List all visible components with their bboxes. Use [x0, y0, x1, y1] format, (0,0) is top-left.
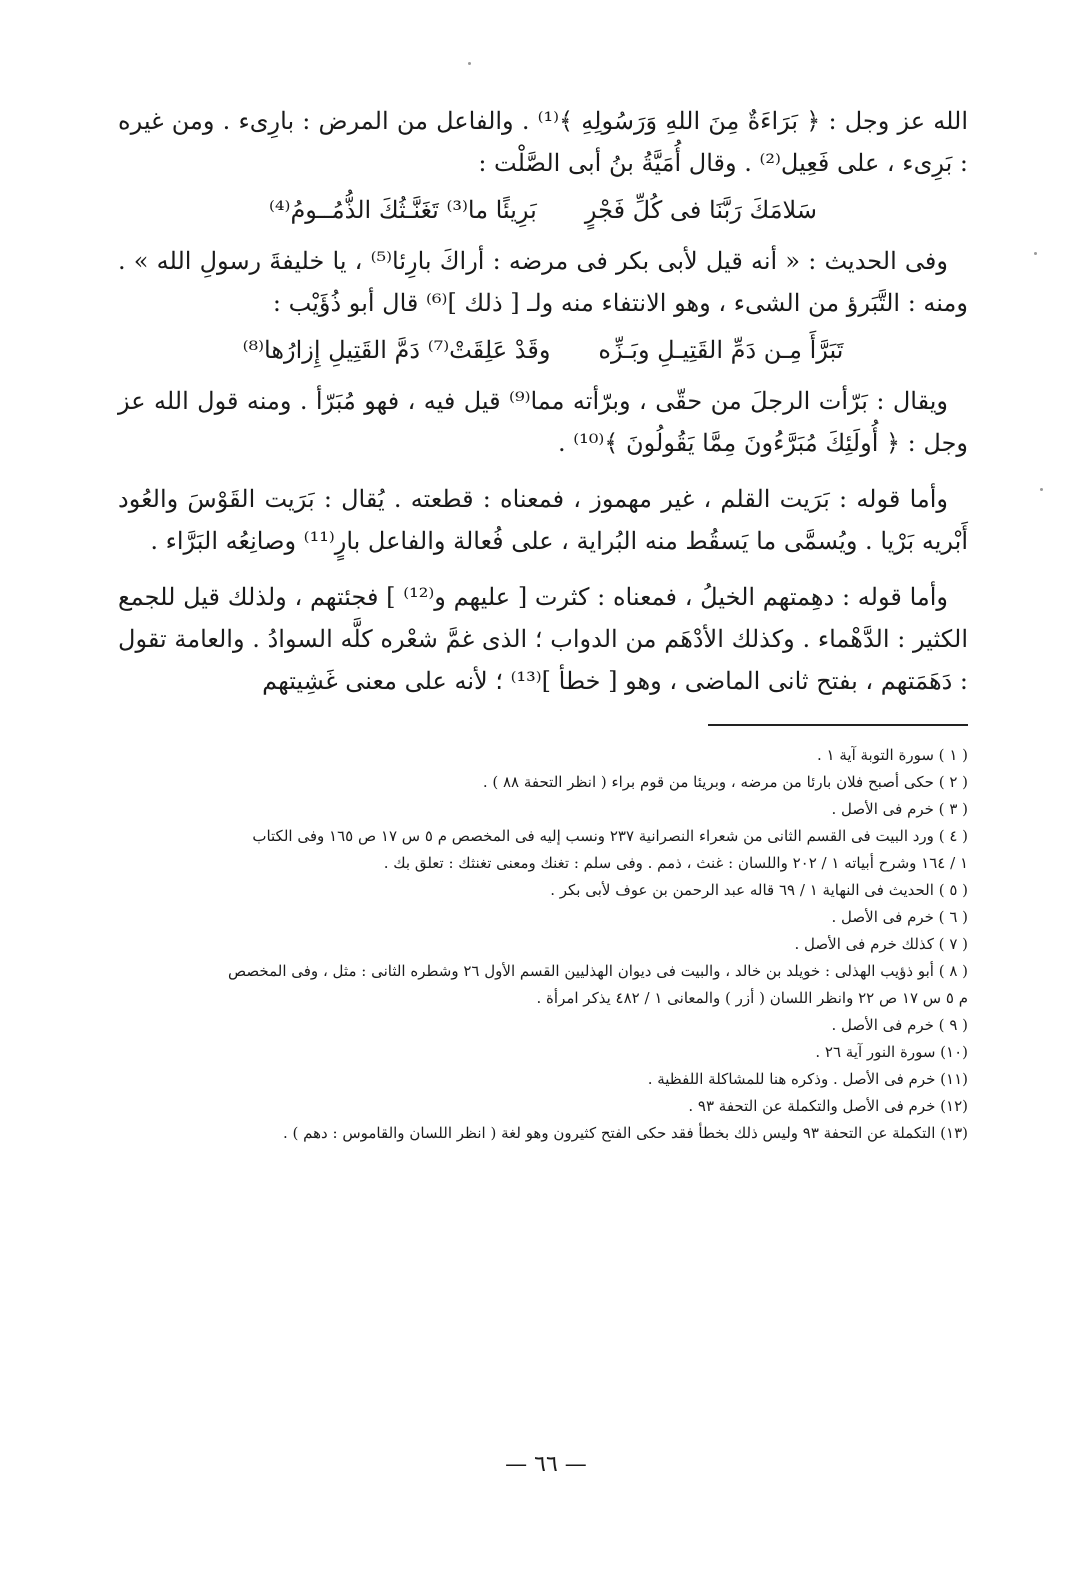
footnote-continuation: م ٥ س ١٧ ص ٢٢ وانظر اللسان ( أزر ) والمعانى ١ / ٤٨٢ يذكر امرأة . — [536, 989, 968, 1007]
footnote: (١١) خرم فى الأصل . وذكره هنا للمشاكلة اللفظية . — [647, 1070, 968, 1088]
footnote: (١٠) سورة النور آية ٢٦ . — [815, 1043, 968, 1061]
footnote: ( ٧ ) كذلك خرم فى الأصل . — [794, 935, 968, 953]
footnote: ( ١ ) سورة التوبة آية ١ . — [816, 746, 968, 764]
paragraph-4: وأما قوله : بَرَيت القلم ، غير مهموز ، فمعناه : قطعته . يُقال : بَرَيت القَوْسَ والعُود أَبْريه بَرْيا . ويُسمَّى ما يَسقُط منه البُراية ، على فُعالة والفاعل بارٍ⁽¹¹⁾ وصانِعُه البَرَّاء . — [118, 485, 968, 555]
footnote: ( ٣ ) خرم فى الأصل . — [831, 800, 968, 818]
verse-umayya — [118, 190, 968, 230]
verse-abu-dhuayb — [118, 330, 968, 370]
footnote: ( ٩ ) خرم فى الأصل . — [831, 1016, 968, 1034]
footnote: (١٢) خرم فى الأصل والتكملة عن التحفة ٩٣ . — [688, 1097, 968, 1115]
footnotes — [118, 742, 968, 1147]
paragraph-1: الله عز وجل : ﴿ بَرَاءَةٌ مِنَ اللهِ وَرَسُولِهِ ﴾⁽¹⁾ . والفاعل من المرض : بارِىء . ومن غيره : بَرِىء ، على فَعِيل⁽²⁾ . وقال أُمَيَّةُ بنُ أبى الصَّلْت : — [118, 107, 968, 177]
page-body — [118, 100, 968, 1147]
footnote: ( ٨ ) أبو ذؤيب الهذلى : خويلد بن خالد ، والبيت فى ديوان الهذليين القسم الأول ٢٦ وشطره الثانى : مثل ، وفى المخصص — [228, 962, 968, 980]
footnote: ( ٥ ) الحديث فى النهاية ١ / ٦٩ قاله عبد الرحمن بن عوف لأبى بكر . — [550, 881, 968, 899]
paragraph-2: وفى الحديث : « أنه قيل لأبى بكر فى مرضه : أراكَ بارِئا⁽⁵⁾ ، يا خليفةَ رسولِ الله » . ومنه : التَّبَرؤ من الشىء ، وهو الانتفاء منه ولـ [ ذلك ]⁽⁶⁾ قال أبو ذُؤَيْب : — [118, 247, 968, 317]
verse-second-hemistich: وقَدْ عَلِقَتْ⁽⁷⁾ دَمَّ القَتِيلِ إِزارُها⁽⁸⁾ — [242, 336, 551, 364]
footnote-separator — [708, 724, 968, 726]
page-number: — ٦٦ — — [505, 1452, 587, 1477]
paragraph-3: ويقال : بَرّأت الرجلَ من حقّى ، وبرّأته مما⁽⁹⁾ قيل فيه ، فهو مُبَرّأ . ومنه قول الله عز وجل : ﴿ أُولَئِكَ مُبَرَّءُونَ مِمَّا يَقُولُونَ ﴾⁽¹⁰⁾ . — [118, 387, 968, 457]
footnote-continuation: ١ / ١٦٤ وشرح أبياته ١ / ٢٠٢ واللسان : غنث ، ذمم . وفى سلم : تغنك ومعنى تغنثك : تعلق بك . — [383, 854, 968, 872]
verse-first-hemistich: سَلامَكَ رَبَّنَا فى كُلِّ فَجْرٍ — [584, 196, 817, 224]
footnote: ( ٤ ) ورد البيت فى القسم الثانى من شعراء النصرانية ٢٣٧ ونسب إليه فى المخصص م ٥ س ١٧ ص ١٦٥ وفى الكتاب — [252, 827, 968, 845]
footnote: ( ٦ ) خرم فى الأصل . — [831, 908, 968, 926]
paragraph-5: وأما قوله : دهِمتهم الخيلُ ، فمعناه : كثرت [ عليهم و⁽¹²⁾ ] فجئتهم ، ولذلك قيل للجمع الكثير : الدَّهْماء . وكذلك الأدْهَم من الدواب ؛ الذى غمَّ شعْره كلَّه السوادُ . والعامة تقول : دَهَمَتهم ، بفتح ثانى الماضى ، وهو [ خطأ ]⁽¹³⁾ ؛ لأنه على معنى غَشِيتهم — [118, 583, 968, 695]
footnote: (١٣) التكملة عن التحفة ٩٣ وليس ذلك بخطأ فقد حكى الفتح كثيرون وهو لغة ( انظر اللسان والقاموس : دهم ) . — [283, 1124, 968, 1142]
verse-first-hemistich: تَبَرَّأَ مِـن دَمِّ القَتِيـلِ وبَـزِّه — [598, 336, 844, 364]
verse-second-hemistich: بَرِيئًا ما⁽³⁾ تَغَنَّـثُكَ الذُّمُــومُ⁽⁴⁾ — [269, 196, 537, 224]
footnote: ( ٢ ) حكى أصبح فلان بارئا من مرضه ، وبريئا من قوم براء ( انظر التحفة ٨٨ ) . — [482, 773, 968, 791]
